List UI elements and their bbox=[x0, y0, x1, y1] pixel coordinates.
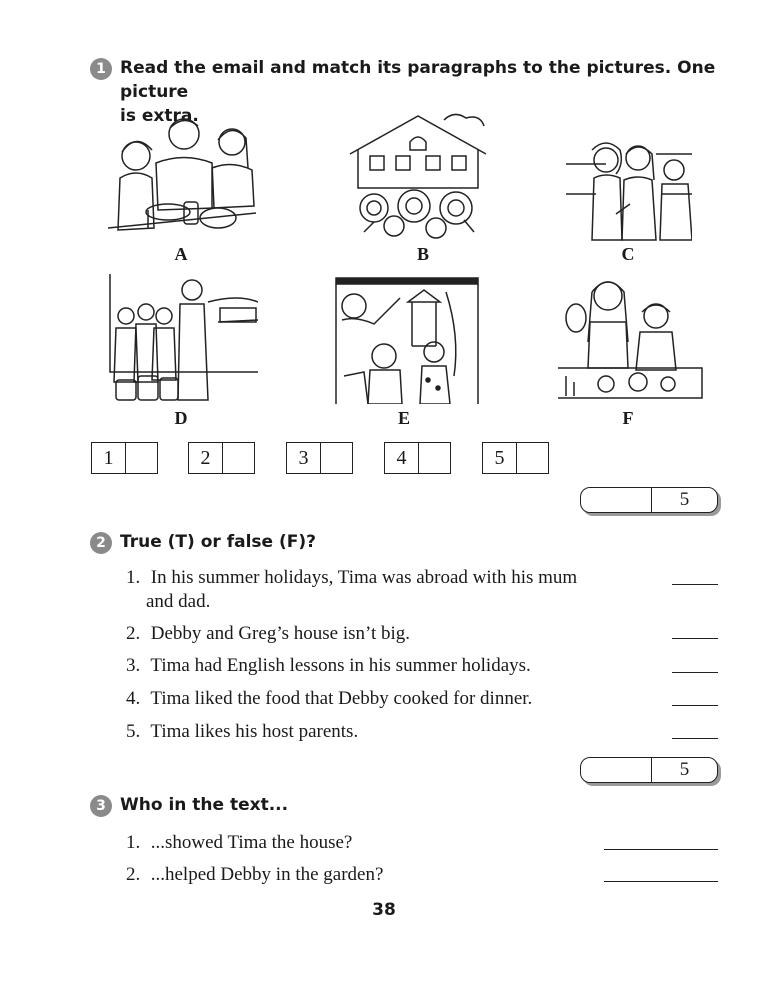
picture-letter-d: D bbox=[174, 408, 188, 428]
statement-item: 1. In his summer holidays, Tima was abroad with his mum and dad. bbox=[126, 567, 578, 612]
airport-family-picture bbox=[108, 272, 258, 406]
answer-box[interactable] bbox=[286, 442, 353, 474]
picture-letter-b: B bbox=[416, 244, 429, 264]
answer-box-number: 1 bbox=[92, 443, 126, 473]
answer-box-number: 3 bbox=[287, 443, 321, 473]
statement-item: 4. Tima liked the food that Debby cooked for dinner. bbox=[126, 688, 533, 709]
task2-number: 2 bbox=[90, 532, 112, 554]
statement-item: 2. Debby and Greg’s house isn’t big. bbox=[126, 623, 411, 644]
answer-line[interactable] bbox=[672, 705, 718, 706]
task2-score-box bbox=[580, 757, 718, 783]
picture-letter-f: F bbox=[622, 408, 634, 428]
answer-line[interactable] bbox=[604, 849, 718, 850]
answer-box-slot[interactable] bbox=[321, 443, 352, 473]
task3-instruction: Who in the text... bbox=[120, 795, 289, 815]
answer-line[interactable] bbox=[672, 738, 718, 739]
answer-box-slot[interactable] bbox=[126, 443, 157, 473]
answer-box-number: 5 bbox=[483, 443, 517, 473]
answer-box[interactable] bbox=[384, 442, 451, 474]
answer-line[interactable] bbox=[672, 638, 718, 639]
question-item: 2. ...helped Debby in the garden? bbox=[126, 864, 384, 885]
answer-box-slot[interactable] bbox=[419, 443, 450, 473]
answer-box-slot[interactable] bbox=[223, 443, 254, 473]
question-item: 1. ...showed Tima the house? bbox=[126, 832, 353, 853]
answer-line[interactable] bbox=[604, 881, 718, 882]
picture-letter-c: C bbox=[621, 244, 635, 264]
statement-item: 5. Tima likes his host parents. bbox=[126, 721, 359, 742]
task2-heading bbox=[90, 530, 316, 554]
answer-box[interactable] bbox=[482, 442, 549, 474]
score-max: 5 bbox=[679, 489, 690, 510]
task3-heading bbox=[90, 793, 288, 817]
task1-number: 1 bbox=[90, 58, 112, 80]
cooking-picture bbox=[556, 272, 704, 406]
task3-number: 3 bbox=[90, 795, 112, 817]
family-dinner-picture bbox=[108, 108, 256, 240]
picture-letter-e: E bbox=[397, 408, 410, 428]
task1-instruction: Read the email and match its paragraphs to the pictures. One picture is extra. bbox=[120, 58, 716, 126]
answer-box-number: 2 bbox=[189, 443, 223, 473]
statement-item: 3. Tima had English lessons in his summer holidays. bbox=[126, 655, 531, 676]
answer-box-number: 4 bbox=[385, 443, 419, 473]
house-garden-picture bbox=[344, 108, 492, 240]
answer-box[interactable] bbox=[188, 442, 255, 474]
bus-tour-picture bbox=[334, 276, 480, 404]
teens-talking-picture bbox=[566, 134, 692, 242]
answer-box[interactable] bbox=[91, 442, 158, 474]
task1-score-box bbox=[580, 487, 718, 513]
score-blank[interactable] bbox=[581, 488, 652, 512]
answer-line[interactable] bbox=[672, 584, 718, 585]
answer-line[interactable] bbox=[672, 672, 718, 673]
task2-instruction: True (T) or false (F)? bbox=[120, 532, 316, 552]
answer-box-slot[interactable] bbox=[517, 443, 548, 473]
picture-letter-a: A bbox=[174, 244, 188, 264]
page-number: 38 bbox=[372, 900, 396, 920]
score-blank[interactable] bbox=[581, 758, 652, 782]
score-max: 5 bbox=[679, 759, 690, 780]
